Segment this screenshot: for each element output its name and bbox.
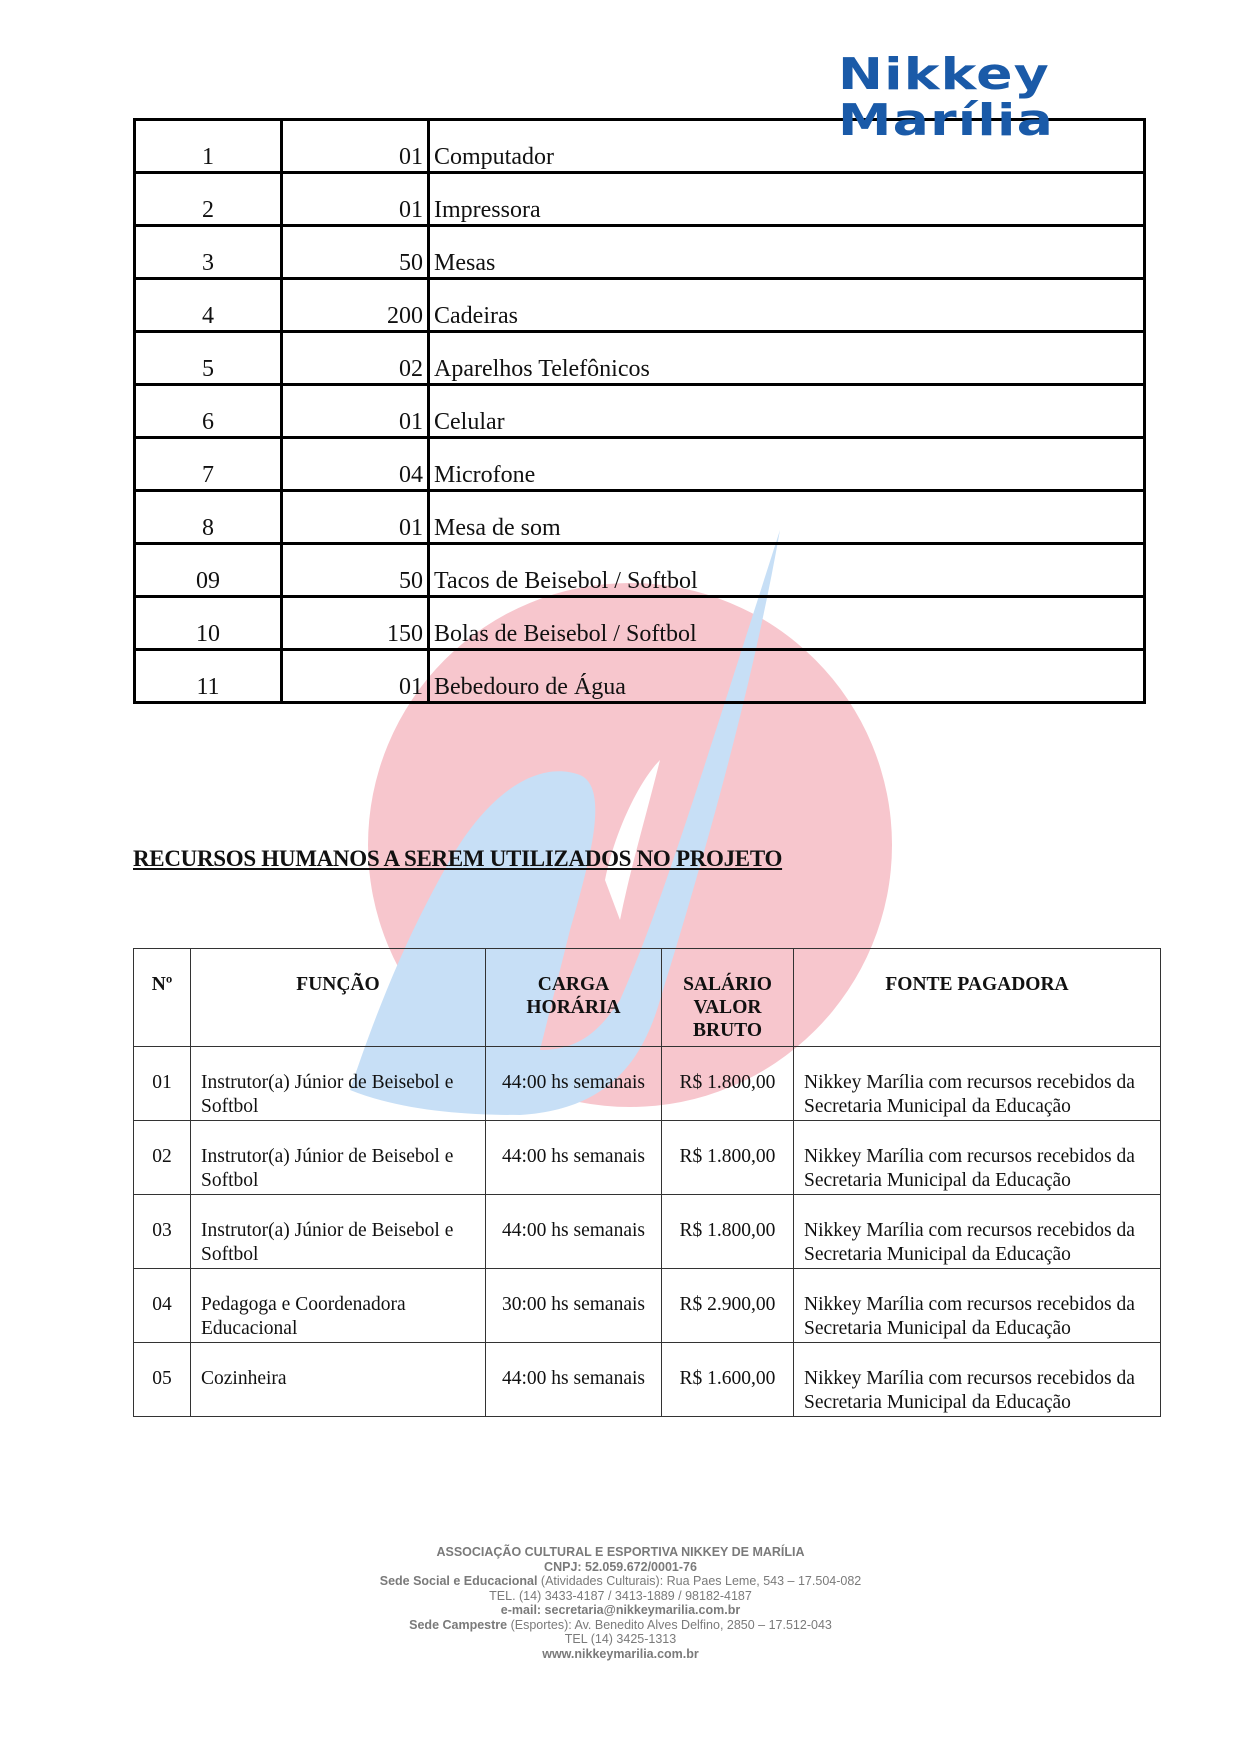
equipment-row	[135, 332, 1145, 385]
item-number: 09	[135, 544, 282, 597]
staff-number: 01	[134, 1047, 191, 1121]
equipment-table	[133, 118, 1146, 704]
item-number: 6	[135, 385, 282, 438]
item-quantity: 04	[282, 438, 429, 491]
staff-row	[134, 1047, 1161, 1121]
equipment-row	[135, 226, 1145, 279]
staff-carga-horaria: 44:00 hs semanais	[486, 1195, 662, 1269]
equipment-row	[135, 597, 1145, 650]
item-quantity: 50	[282, 226, 429, 279]
footer-tel-1: TEL. (14) 3433-4187 / 3413-1889 / 98182-4187	[489, 1588, 752, 1603]
footer-org-name: ASSOCIAÇÃO CULTURAL E ESPORTIVA NIKKEY DE MARÍLIA	[436, 1545, 805, 1559]
item-quantity: 02	[282, 332, 429, 385]
equipment-row	[135, 438, 1145, 491]
item-number: 5	[135, 332, 282, 385]
header-no: Nº	[134, 949, 191, 1047]
equipment-row	[135, 650, 1145, 703]
footer-tel-2: TEL (14) 3425-1313	[564, 1632, 677, 1646]
staff-carga-horaria: 44:00 hs semanais	[486, 1047, 662, 1121]
item-number: 3	[135, 226, 282, 279]
staff-row	[134, 1269, 1161, 1343]
item-number: 1	[135, 120, 282, 173]
staff-salario: R$ 1.800,00	[662, 1195, 794, 1269]
equipment-row	[135, 544, 1145, 597]
item-number: 2	[135, 173, 282, 226]
staff-funcao: Instrutor(a) Júnior de Beisebol e Softbol	[191, 1121, 486, 1195]
footer-email[interactable]: e-mail: secretaria@nikkeymarilia.com.br	[500, 1603, 741, 1617]
item-description: Mesa de som	[429, 491, 1145, 544]
logo-line-1: Nikkey	[838, 49, 1051, 100]
staff-funcao: Cozinheira	[191, 1343, 486, 1417]
equipment-row	[135, 279, 1145, 332]
item-quantity: 200	[282, 279, 429, 332]
staff-number: 03	[134, 1195, 191, 1269]
staff-fonte-pagadora: Nikkey Marília com recursos recebidos da Secretaria Municipal da Educação	[794, 1269, 1161, 1343]
staff-carga-horaria: 30:00 hs semanais	[486, 1269, 662, 1343]
equipment-row	[135, 173, 1145, 226]
item-quantity: 01	[282, 491, 429, 544]
staff-carga-horaria: 44:00 hs semanais	[486, 1343, 662, 1417]
staff-number: 02	[134, 1121, 191, 1195]
item-description: Microfone	[429, 438, 1145, 491]
staff-fonte-pagadora: Nikkey Marília com recursos recebidos da Secretaria Municipal da Educação	[794, 1121, 1161, 1195]
item-description: Mesas	[429, 226, 1145, 279]
item-quantity: 01	[282, 650, 429, 703]
staff-salario: R$ 2.900,00	[662, 1269, 794, 1343]
staff-row	[134, 1195, 1161, 1269]
staff-salario: R$ 1.600,00	[662, 1343, 794, 1417]
footer-sede-campestre-address: (Esportes): Av. Benedito Alves Delfino, 2850 – 17.512-043	[507, 1617, 832, 1632]
staff-number: 04	[134, 1269, 191, 1343]
item-quantity: 01	[282, 173, 429, 226]
staff-carga-horaria: 44:00 hs semanais	[486, 1121, 662, 1195]
staff-header-row	[134, 949, 1161, 1047]
header-funcao: FUNÇÃO	[191, 949, 486, 1047]
staff-salario: R$ 1.800,00	[662, 1121, 794, 1195]
footer-website[interactable]: www.nikkeymarilia.com.br	[542, 1646, 699, 1661]
staff-fonte-pagadora: Nikkey Marília com recursos recebidos da Secretaria Municipal da Educação	[794, 1047, 1161, 1121]
footer-sede-campestre-label: Sede Campestre	[409, 1617, 508, 1632]
equipment-row	[135, 491, 1145, 544]
staff-row	[134, 1121, 1161, 1195]
staff-fonte-pagadora: Nikkey Marília com recursos recebidos da Secretaria Municipal da Educação	[794, 1195, 1161, 1269]
section-title: RECURSOS HUMANOS A SEREM UTILIZADOS NO PROJETO	[133, 846, 783, 871]
item-description: Celular	[429, 385, 1145, 438]
footer-sede-social-address: (Atividades Culturais): Rua Paes Leme, 543 – 17.504-082	[537, 1574, 862, 1588]
item-description: Computador	[429, 120, 1145, 173]
item-quantity: 150	[282, 597, 429, 650]
footer-cnpj: CNPJ: 52.059.672/0001-76	[544, 1559, 697, 1574]
item-description: Aparelhos Telefônicos	[429, 332, 1145, 385]
item-quantity: 50	[282, 544, 429, 597]
staff-number: 05	[134, 1343, 191, 1417]
staff-funcao: Pedagoga e Coordenadora Educacional	[191, 1269, 486, 1343]
item-description: Bebedouro de Água	[429, 650, 1145, 703]
nikkey-marilia-logo	[838, 49, 1055, 146]
item-number: 4	[135, 279, 282, 332]
item-quantity: 01	[282, 120, 429, 173]
item-description: Tacos de Beisebol / Softbol	[429, 544, 1145, 597]
staff-salario: R$ 1.800,00	[662, 1047, 794, 1121]
header-salario: SALÁRIO VALOR BRUTO	[662, 949, 794, 1047]
staff-table	[133, 948, 1161, 1417]
footer	[0, 1545, 1241, 1661]
item-quantity: 01	[282, 385, 429, 438]
item-description: Cadeiras	[429, 279, 1145, 332]
staff-funcao: Instrutor(a) Júnior de Beisebol e Softbol	[191, 1047, 486, 1121]
item-number: 10	[135, 597, 282, 650]
item-description: Impressora	[429, 173, 1145, 226]
item-number: 7	[135, 438, 282, 491]
staff-fonte-pagadora: Nikkey Marília com recursos recebidos da Secretaria Municipal da Educação	[794, 1343, 1161, 1417]
staff-funcao: Instrutor(a) Júnior de Beisebol e Softbol	[191, 1195, 486, 1269]
item-number: 11	[135, 650, 282, 703]
header-fonte-pagadora: FONTE PAGADORA	[794, 949, 1161, 1047]
equipment-row	[135, 385, 1145, 438]
footer-sede-social-label: Sede Social e Educacional	[379, 1574, 538, 1588]
logo-line-2: Marília	[838, 95, 1055, 146]
header-carga-horaria: CARGA HORÁRIA	[486, 949, 662, 1047]
item-description: Bolas de Beisebol / Softbol	[429, 597, 1145, 650]
item-number: 8	[135, 491, 282, 544]
staff-row	[134, 1343, 1161, 1417]
